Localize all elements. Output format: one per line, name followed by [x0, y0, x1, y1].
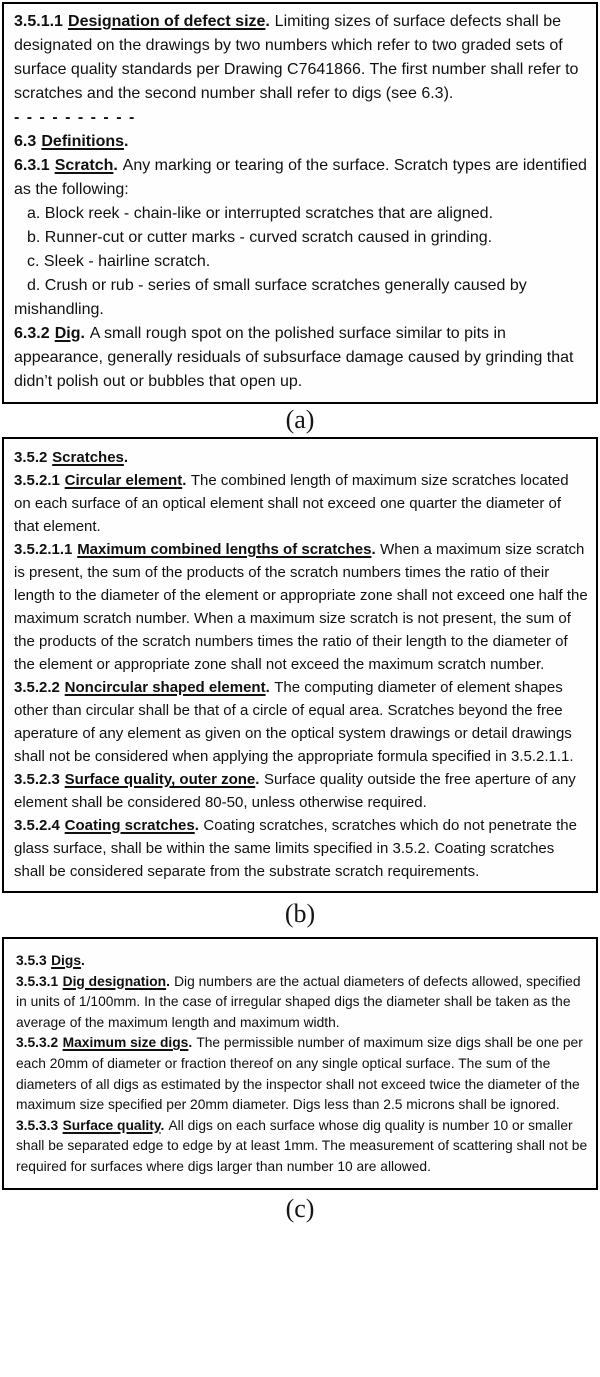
section-body: A small rough spot on the polished surface similar to pits in appearance, generally residuals of subsurface damage caused by grinding that didn’t polish out or bubbles that open up.	[14, 325, 574, 390]
section-number: 3.5.3.3	[16, 1117, 59, 1133]
list-item	[14, 250, 588, 274]
section-heading: Maximum size digs	[62, 1035, 189, 1051]
list-item	[14, 202, 588, 226]
list-item-text: d. Crush or rub - series of small surface scratches generally caused by mishandling.	[14, 277, 527, 318]
section-paragraph	[14, 538, 588, 676]
panel-c	[2, 937, 598, 1224]
heading-period: .	[182, 472, 187, 489]
section-heading: Surface quality	[62, 1117, 161, 1133]
section-number: 3.5.3.2	[16, 1035, 59, 1051]
section-paragraph	[16, 1033, 588, 1115]
section-body: The computing diameter of element shapes other than circular shall be that of a circle of equal area. Scratches beyond the free aperature of any element as given on the optical system drawings or detail drawings shall not be considered when applying the appropriate formula specified in 3.5.2.1.1.	[14, 679, 574, 765]
caption-b: (b)	[284, 899, 316, 928]
heading-period: .	[80, 325, 85, 342]
heading-period: .	[81, 953, 85, 968]
panel-b	[2, 437, 598, 929]
section-heading: Designation of defect size	[68, 13, 266, 30]
list-item	[14, 274, 588, 322]
heading-period: .	[124, 133, 129, 150]
section-paragraph	[14, 768, 588, 814]
section-body: Dig numbers are the actual diameters of defects allowed, specified in units of 1/100mm. In the case of irregular shaped digs the diameter shall be taken as the average of the maximum length and maximum width.	[16, 973, 581, 1030]
section-paragraph	[16, 951, 588, 972]
section-body: The combined length of maximum size scratches located on each surface of an optical element shall not exceed one quarter the diameter of that element.	[14, 472, 569, 535]
list-item	[14, 226, 588, 250]
section-number: 6.3.2	[14, 325, 50, 342]
section-paragraph	[14, 130, 588, 154]
section-heading: Digs	[51, 953, 81, 968]
dashed-divider	[14, 106, 588, 130]
section-paragraph	[14, 154, 588, 202]
section-paragraph	[14, 446, 588, 469]
section-paragraph	[16, 972, 588, 1034]
heading-period: .	[166, 973, 170, 989]
section-number: 3.5.2.3	[14, 771, 60, 788]
section-number: 3.5.1.1	[14, 13, 63, 30]
section-number: 3.5.3	[16, 953, 47, 968]
section-number: 3.5.2	[14, 449, 48, 466]
heading-period: .	[188, 1035, 193, 1051]
section-heading: Definitions	[41, 133, 125, 150]
section-heading: Scratch	[54, 157, 114, 174]
heading-period: .	[194, 817, 199, 834]
list-item-text: c. Sleek - hairline scratch.	[27, 253, 211, 270]
section-number: 3.5.2.1	[14, 472, 60, 489]
heading-period: .	[160, 1117, 165, 1133]
heading-period: .	[255, 771, 260, 788]
section-number: 6.3	[14, 133, 37, 150]
panel-b-box	[2, 437, 598, 893]
section-body: Surface quality outside the free aperture of any element shall be considered 80-50, unless otherwise required.	[14, 771, 576, 811]
section-paragraph	[14, 676, 588, 768]
section-number: 6.3.1	[14, 157, 50, 174]
section-heading: Surface quality, outer zone	[64, 771, 256, 788]
section-heading: Coating scratches	[64, 817, 195, 834]
section-paragraph	[16, 1116, 588, 1178]
section-body: Limiting sizes of surface defects shall be designated on the drawings by two numbers which refer to two graded sets of surface quality standards per Drawing C7641866. The first number shall refer to scratches and the second number shall refer to digs (see 6.3).	[14, 13, 579, 102]
section-body: Any marking or tearing of the surface. Scratch types are identified as the following:	[14, 157, 587, 198]
section-paragraph	[14, 469, 588, 538]
list-item-text: a. Block reek - chain-like or interrupted scratches that are aligned.	[27, 205, 494, 222]
panel-c-box	[2, 937, 598, 1190]
section-heading: Scratches	[52, 449, 124, 466]
section-number: 3.5.2.1.1	[14, 541, 73, 558]
section-heading: Noncircular shaped element	[64, 679, 266, 696]
list-item-text: b. Runner-cut or cutter marks - curved scratch caused in grinding.	[27, 229, 493, 246]
panel-a-box	[2, 2, 598, 404]
section-number: 3.5.3.1	[16, 973, 59, 989]
section-paragraph	[14, 322, 588, 394]
heading-period: .	[123, 449, 129, 466]
section-heading: Dig	[54, 325, 81, 342]
section-body: When a maximum size scratch is present, the sum of the products of the scratch numbers times the ratio of their length to the diameter of the element or appropriate zone shall not exceed one half the maximum scratch number. When a maximum size scratch is not present, the sum of the products of the scratch numbers times the ratio of their length to the diameter of the element or appropriate zone shall not exceed the maximum scratch number.	[14, 541, 588, 673]
heading-period: .	[113, 157, 118, 174]
section-number: 3.5.2.4	[14, 817, 60, 834]
section-body: The permissible number of maximum size digs shall be one per each 20mm of diameter or fraction thereof on any single optical surface. The sum of the diameters of all digs as estimated by the inspector shall not exceed twice the diameter of the maximum size specified per 20mm diameter. Digs less than 2.5 microns shall be ignored.	[16, 1035, 583, 1113]
section-heading: Circular element	[64, 472, 183, 489]
section-heading: Maximum combined lengths of scratches	[77, 541, 372, 558]
heading-period: .	[371, 541, 376, 558]
section-body: Coating scratches, scratches which do not penetrate the glass surface, shall be within the same limits specified in 3.5.2. Coating scratches shall be considered separate from the substrate scratch requirements.	[14, 817, 577, 880]
caption-c: (c)	[285, 1193, 315, 1223]
section-heading: Dig designation	[62, 973, 167, 989]
heading-period: .	[265, 13, 270, 30]
heading-period: .	[265, 679, 270, 696]
panel-a	[2, 2, 598, 435]
caption-a: (a)	[285, 405, 315, 434]
section-paragraph	[14, 10, 588, 106]
section-paragraph	[14, 814, 588, 883]
dashed-divider-text: - - - - - - - - - -	[14, 109, 136, 126]
section-number: 3.5.2.2	[14, 679, 60, 696]
section-body: All digs on each surface whose dig quality is number 10 or smaller shall be separated edge to edge by at least 1mm. The measurement of scattering shall not be required for surfaces where digs larger than number 10 are allowed.	[16, 1117, 588, 1174]
